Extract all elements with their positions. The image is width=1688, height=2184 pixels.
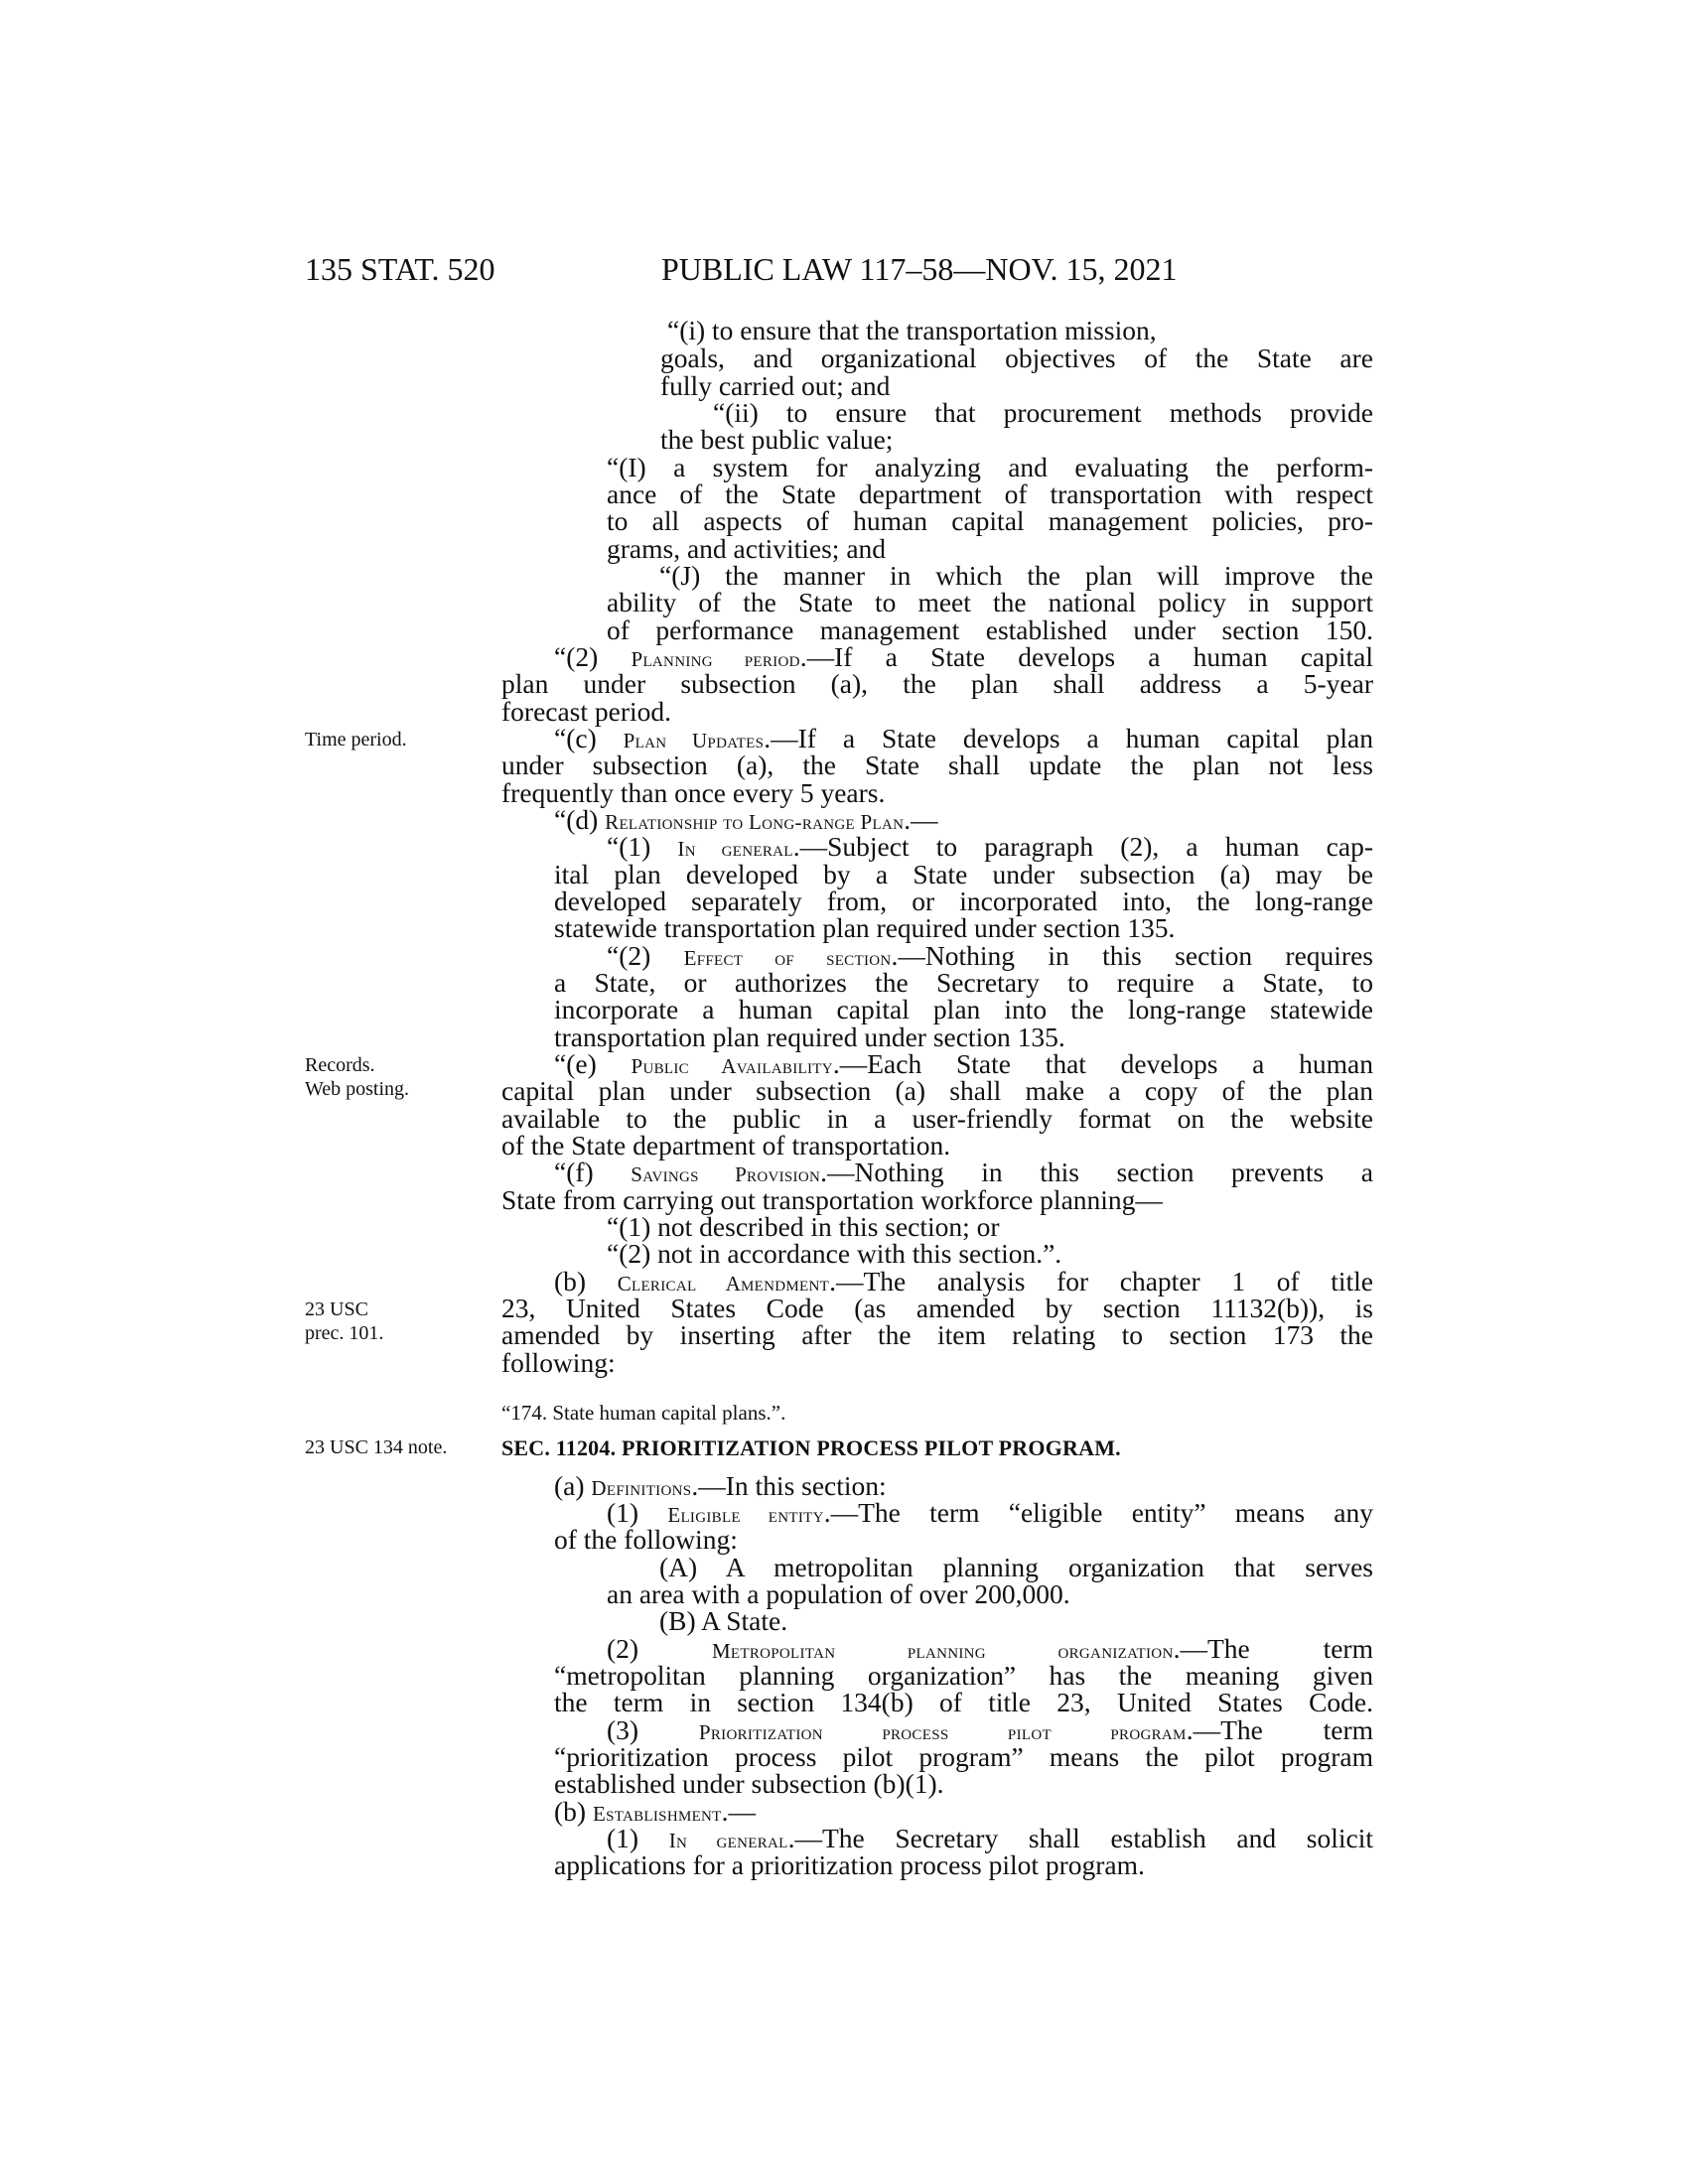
text-line: fully carried out; and xyxy=(660,370,891,401)
margin-note-usc-prec-line2: prec. 101. xyxy=(305,1322,384,1344)
table-of-contents-item: “174. State human capital plans.”. xyxy=(501,1401,786,1425)
text-line: (B) A State. xyxy=(659,1605,788,1636)
text-line: (1) In general.—The Secretary shall establish and solicit xyxy=(607,1823,1373,1853)
text-line: “(2) not in accordance with this section.”. xyxy=(607,1238,1062,1269)
text-line: “(e) Public Availability.—Each State that develops a human xyxy=(554,1048,1373,1079)
text-line: (1) Eligible entity.—The term “eligible entity” means any xyxy=(607,1497,1373,1528)
text-line: goals, and organizational objectives of the State are xyxy=(660,342,1373,373)
text-line: (b) Establishment.— xyxy=(554,1796,757,1827)
text-line: developed separately from, or incorporated into, the long-range xyxy=(554,886,1373,916)
text-line: (a) Definitions.—In this section: xyxy=(554,1470,887,1501)
margin-note-usc-134-note: 23 USC 134 note. xyxy=(305,1436,448,1458)
text-line: plan under subsection (a), the plan shall address a 5-year xyxy=(501,668,1373,699)
text-line: State from carrying out transportation workforce planning— xyxy=(501,1184,1163,1215)
text-line: “(c) Plan Updates.—If a State develops a human capital plan xyxy=(554,723,1373,753)
text-line: an area with a population of over 200,000. xyxy=(607,1578,1070,1609)
text-line: incorporate a human capital plan into the long-range statewide xyxy=(554,994,1373,1024)
text-line: “prioritization process pilot program” means the pilot program xyxy=(554,1741,1373,1772)
text-line: of the State department of transportation. xyxy=(501,1130,951,1160)
text-line: applications for a prioritization process pilot program. xyxy=(554,1849,1145,1880)
margin-note-records: Records. xyxy=(305,1054,375,1076)
text-line: “(d) Relationship to Long-range Plan.— xyxy=(554,804,938,835)
margin-note-usc-prec-line1: 23 USC xyxy=(305,1298,368,1320)
text-line: (A) A metropolitan planning organization that serves xyxy=(659,1552,1373,1582)
text-line: following: xyxy=(501,1347,616,1378)
text-line: “(2) Effect of section.—Nothing in this section requires xyxy=(607,940,1373,971)
text-line: “(2) Planning period.—If a State develops a human capital xyxy=(554,641,1373,672)
text-line: (2) Metropolitan planning organization.—The term xyxy=(607,1633,1373,1664)
text-line: statewide transportation plan required under section 135. xyxy=(554,912,1176,943)
margin-note-web-posting: Web posting. xyxy=(305,1078,410,1100)
text-line: “(f) Savings Provision.—Nothing in this section prevents a xyxy=(554,1157,1373,1187)
text-line: of the following: xyxy=(554,1524,738,1555)
text-line: ability of the State to meet the national policy in support xyxy=(607,587,1373,617)
text-line: established under subsection (b)(1). xyxy=(554,1768,944,1799)
text-line: “(J) the manner in which the plan will improve the xyxy=(659,560,1373,591)
text-line: the term in section 134(b) of title 23, United States Code. xyxy=(554,1687,1373,1717)
text-line: forecast period. xyxy=(501,696,672,727)
text-line: under subsection (a), the State shall update the plan not less xyxy=(501,750,1373,780)
text-line: frequently than once every 5 years. xyxy=(501,777,886,808)
text-line: ital plan developed by a State under subsection (a) may be xyxy=(554,859,1373,889)
text-line: grams, and activities; and xyxy=(607,533,887,564)
statute-page-reference: 135 STAT. 520 xyxy=(305,251,495,287)
text-line: ance of the State department of transportation with respect xyxy=(607,478,1373,509)
text-line: (b) Clerical Amendment.—The analysis for chapter 1 of title xyxy=(554,1266,1373,1297)
text-line: transportation plan required under section 135. xyxy=(554,1022,1065,1052)
text-line: (3) Prioritization process pilot program.—The term xyxy=(607,1714,1373,1745)
text-line: amended by inserting after the item relating to section 173 the xyxy=(501,1319,1373,1350)
margin-note-time-period: Time period. xyxy=(305,729,407,751)
text-line: “(i) to ensure that the transportation mission, xyxy=(667,315,1157,345)
text-line: the best public value; xyxy=(660,424,894,455)
text-line: capital plan under subsection (a) shall make a copy of the plan xyxy=(501,1075,1373,1106)
text-line: 23, United States Code (as amended by section 11132(b)), is xyxy=(501,1293,1373,1323)
law-title-date: PUBLIC LAW 117–58—NOV. 15, 2021 xyxy=(661,251,1178,287)
text-line: “(ii) to ensure that procurement methods provide xyxy=(713,397,1373,428)
text-line: “metropolitan planning organization” has the meaning given xyxy=(554,1660,1373,1691)
text-line: available to the public in a user-friendly format on the website xyxy=(501,1103,1373,1134)
text-line: “(I) a system for analyzing and evaluating the perform- xyxy=(607,452,1373,482)
text-line: “(1) In general.—Subject to paragraph (2), a human cap- xyxy=(607,831,1373,862)
section-heading: SEC. 11204. PRIORITIZATION PROCESS PILOT PROGRAM. xyxy=(501,1435,1121,1460)
text-line: to all aspects of human capital management policies, pro- xyxy=(607,505,1373,536)
text-line: of performance management established under section 150. xyxy=(607,614,1373,645)
text-line: a State, or authorizes the Secretary to require a State, to xyxy=(554,967,1373,998)
text-line: “(1) not described in this section; or xyxy=(607,1211,1000,1242)
